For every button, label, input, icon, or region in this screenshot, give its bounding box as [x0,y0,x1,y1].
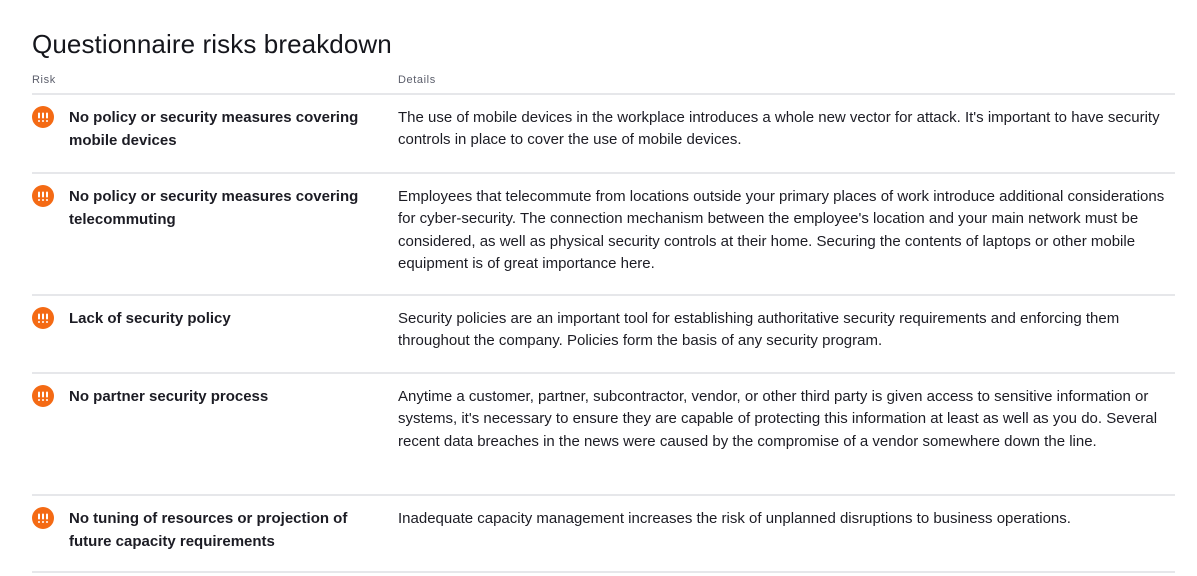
table-row [32,174,1175,296]
risk-title: No policy or security measures covering telecommuting [69,188,359,228]
risk-title: No partner security process [69,388,269,405]
risk-cell [32,174,398,294]
risk-cell [32,374,398,494]
risk-title: Lack of security policy [69,310,231,327]
alert-icon [32,385,54,407]
risk-title: No tuning of resources or projection of future capacity requirements [69,510,348,550]
risk-cell [32,296,398,372]
column-header-risk: Risk [32,74,56,86]
risk-title: No policy or security measures covering mobile devices [69,109,359,149]
alert-icon [32,307,54,329]
table-header [32,73,1175,87]
risk-details: Employees that telecommute from locations outside your primary places of work introduce additional considerations for cyber-security. The connection mechanism between the employee's location and your main network must be considered, as well as physical security controls at their home. Securing the contents of laptops or other mobile equipment is of great importance here. [398,188,1165,272]
risk-details: Anytime a customer, partner, subcontractor, vendor, or other third party is given access to sensitive information or systems, it's necessary to ensure they are capable of protecting this information at least as well as you do. Several recent data breaches in the news were caused by the compromise of a vendor somewhere down the line. [398,388,1158,450]
risk-details: Inadequate capacity management increases the risk of unplanned disruptions to business operations. [398,510,1071,527]
table-row [32,95,1175,174]
table-row [32,374,1175,496]
alert-icon [32,106,54,128]
risk-cell [32,95,398,172]
page-title: Questionnaire risks breakdown [32,29,392,59]
risk-cell [32,496,398,571]
risk-details: The use of mobile devices in the workplace introduces a whole new vector for attack. It's important to have security controls in place to cover the use of mobile devices. [398,109,1160,149]
column-header-details: Details [398,74,436,86]
risk-details: Security policies are an important tool for establishing authoritative security requirements and enforcing them throughout the company. Policies form the basis of any security program. [398,310,1120,350]
alert-icon [32,507,54,529]
table-row [32,496,1175,573]
table-row [32,296,1175,374]
alert-icon [32,185,54,207]
